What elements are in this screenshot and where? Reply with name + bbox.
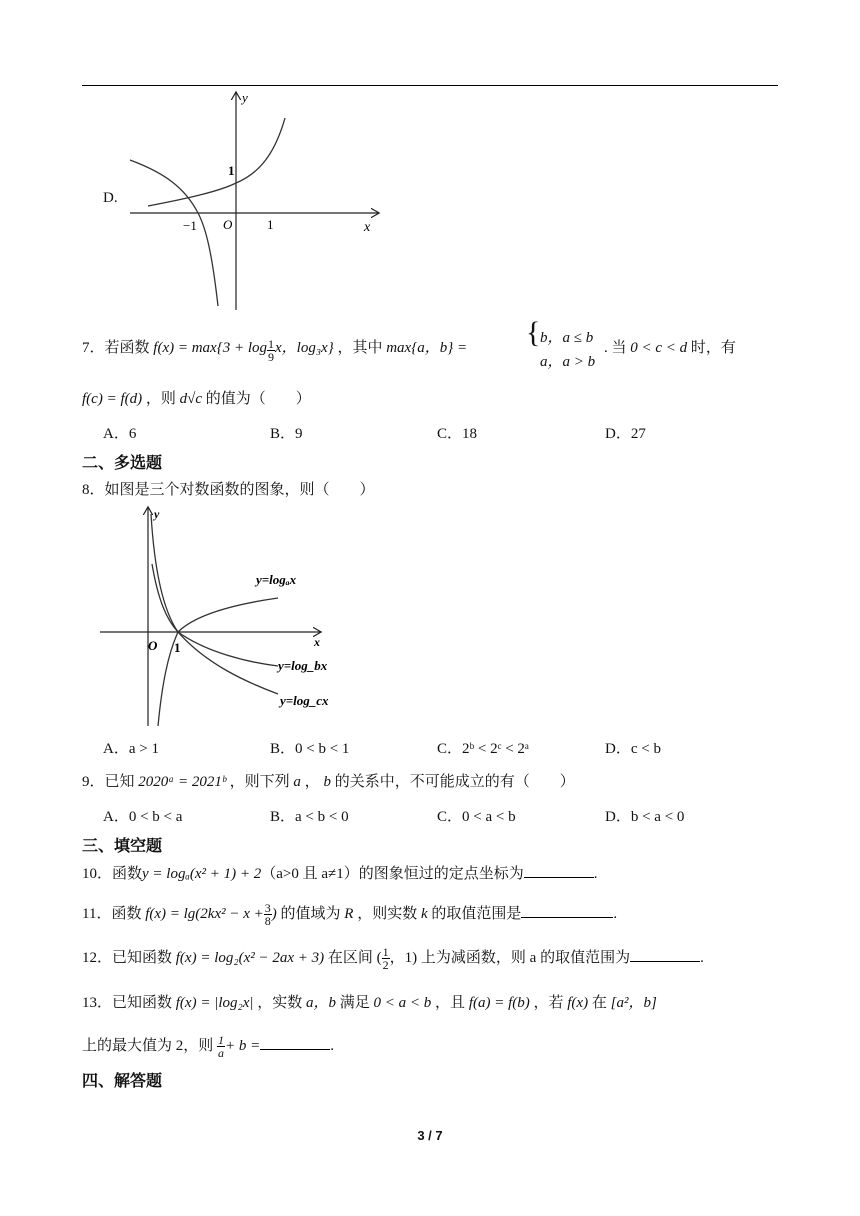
q12-expr: f(x) = log₂(x² − 2ax + 3)	[175, 950, 325, 966]
q13-mid4: ，若	[533, 995, 564, 1011]
q13-eq: f(a) = f(b)	[468, 995, 530, 1011]
q9-option-b: B．a < b < 0	[270, 809, 349, 825]
q7-function-end: x，log₃x}	[275, 340, 334, 356]
q11-mid2: ，则实数	[357, 906, 418, 922]
q7-case1: b，a ≤ b	[540, 330, 594, 346]
q7-prefix: 若函数	[104, 340, 150, 356]
q7-frac-den: 9	[268, 350, 274, 364]
q7-mid: ，其中	[337, 340, 383, 356]
q7-case2: a，a > b	[540, 354, 596, 370]
q7-eq: f(c) = f(d)	[82, 391, 143, 407]
q7-number: 7．	[82, 340, 105, 356]
q7-end: 的值为（ ）	[205, 391, 311, 407]
q11-expr-b: )	[271, 906, 277, 922]
q12-frac-num: 1	[382, 945, 389, 960]
q13-expr: f(x) = |log₂x|	[175, 995, 254, 1011]
curve-log-c	[151, 514, 278, 694]
q9-eq: 2020ᵃ = 2021ᵇ	[138, 774, 226, 790]
y-axis-label: y	[242, 90, 248, 105]
q10-expr: y = logₐ(x² + 1) + 2	[142, 866, 262, 882]
q11-expr-a: f(x) = lg(2kx² − x +	[145, 906, 264, 922]
q9-option-a: A．0 < b < a	[103, 809, 183, 825]
q13-blank[interactable]	[260, 1035, 330, 1050]
q10	[82, 862, 598, 883]
q12	[82, 946, 704, 971]
q9-option-d: D．b < a < 0	[605, 809, 685, 825]
q7-then: ，则	[145, 391, 176, 407]
q13-line2	[82, 1034, 334, 1059]
q9-stem	[82, 770, 575, 791]
q13-prefix: 13．已知函数	[82, 995, 173, 1011]
q8-option-a: A．a > 1	[103, 741, 159, 757]
origin-label: O	[148, 638, 158, 653]
y-intercept-label: 1	[228, 163, 235, 178]
q12-frac-den: 2	[382, 958, 389, 973]
q12-prefix: 12．已知函数	[82, 950, 173, 966]
q8-stem: 8．如图是三个对数函数的图象，则（ ）	[82, 482, 375, 498]
q9-option-c: C．0 < a < b	[437, 809, 516, 825]
q7-cond: 0 < c < d	[630, 340, 688, 356]
q11-blank[interactable]	[521, 903, 613, 918]
y-axis-label: y	[154, 507, 160, 521]
log-curve	[130, 160, 218, 306]
q13-line2-a: 上的最大值为 2，则	[82, 1038, 214, 1054]
q9-end: 的关系中，不可能成立的有（ ）	[334, 774, 575, 790]
q10-prefix: 10．函数	[82, 866, 143, 882]
one-label: 1	[174, 640, 181, 655]
q11-frac-num: 3	[264, 901, 271, 916]
q11-prefix: 11．函数	[82, 906, 142, 922]
q13-fx: f(x)	[567, 995, 589, 1011]
label-log-c: y=log_cx	[280, 693, 329, 708]
q12-end: 上为减函数，则 a 的取值范围为	[420, 950, 631, 966]
section-solutions: 四、解答题	[82, 1071, 163, 1090]
q11-frac-den: 8	[264, 914, 271, 929]
q11-end: 的取值范围是	[431, 906, 522, 922]
q13-frac-num: 1	[218, 1033, 225, 1048]
exp-curve	[148, 118, 285, 206]
q8-option-b: B．0 < b < 1	[270, 741, 350, 757]
q11-mid: 的值域为	[280, 906, 341, 922]
x-axis-label: x	[364, 220, 371, 235]
q9-comma: ，	[304, 774, 320, 790]
q7-option-c: C．18	[437, 426, 478, 442]
q8-option-c: C．2ᵇ < 2ᶜ < 2ᵃ	[437, 741, 530, 757]
header-rule	[82, 85, 778, 86]
section-fill-blank: 三、填空题	[82, 836, 163, 855]
q13-line1	[82, 991, 657, 1012]
q7-line1	[82, 336, 467, 363]
q9-prefix: 9．已知	[82, 774, 135, 790]
q13-mid: ，实数	[257, 995, 303, 1011]
q11-period: .	[613, 906, 618, 922]
q6-option-d-label: D.	[103, 190, 118, 206]
q9-mid: ，则下列	[229, 774, 290, 790]
q12-interval-open: (	[376, 950, 382, 966]
q6-graph	[120, 88, 390, 316]
label-log-b: y=log_bx	[278, 658, 328, 673]
q13-period: .	[330, 1038, 335, 1054]
q12-mid: 在区间	[327, 950, 373, 966]
q13-interval: [a²，b]	[610, 995, 657, 1011]
q12-blank[interactable]	[630, 947, 700, 962]
q9-var-b: b	[323, 774, 331, 790]
x-axis-label: x	[314, 635, 320, 649]
q7-option-d: D．27	[605, 426, 646, 442]
q12-period: .	[700, 950, 704, 966]
q11-r: R	[344, 906, 354, 922]
origin-label: O	[223, 217, 233, 232]
q13-frac-den: a	[218, 1046, 225, 1061]
q7-max-def: max{a，b} =	[386, 340, 468, 356]
q13-mid3: ，且	[435, 995, 466, 1011]
section-multiple-choice: 二、多选题	[82, 453, 163, 472]
label-log-a: y=logₐx	[256, 572, 297, 587]
q10-cond: （a>0 且 a≠1）的图象恒过的定点坐标为	[261, 866, 524, 882]
q7-when-end: 时，有	[690, 340, 736, 356]
neg-one-label: −1	[183, 218, 197, 233]
q7-when	[604, 336, 736, 357]
q7-option-b: B．9	[270, 426, 303, 442]
q7-brace: {	[526, 316, 541, 349]
q7-frac-num: 1	[268, 337, 274, 351]
q13-mid2: 满足	[339, 995, 370, 1011]
q11-k: k	[420, 906, 428, 922]
q7-when-text: . 当	[604, 340, 627, 356]
q7-expr: d√c	[179, 391, 203, 407]
x-one-label: 1	[267, 217, 274, 232]
q13-line2-b: + b =	[225, 1038, 261, 1054]
q7-option-a: A．6	[103, 426, 137, 442]
q10-blank[interactable]	[524, 863, 594, 878]
q13-cond: 0 < a < b	[373, 995, 432, 1011]
q11	[82, 902, 617, 927]
page-number: 3 / 7	[417, 1128, 443, 1143]
q10-period: .	[593, 866, 598, 882]
q8-option-d: D．c < b	[605, 741, 661, 757]
q9-var-a: a	[293, 774, 301, 790]
q8-graph	[96, 504, 336, 730]
q12-interval-rest: ，1)	[389, 950, 418, 966]
curve-log-a	[158, 598, 278, 726]
q13-vars: a，b	[306, 995, 337, 1011]
q7-function: f(x) = max{3 + log	[153, 340, 267, 356]
q7-line2	[82, 387, 311, 408]
q13-mid5: 在	[591, 995, 607, 1011]
